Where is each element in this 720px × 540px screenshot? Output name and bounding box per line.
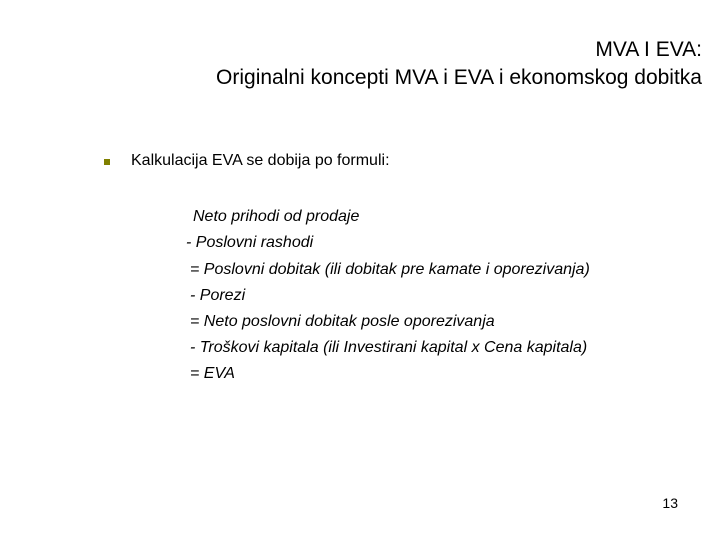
slide-title xyxy=(216,36,702,92)
formula-line-6: - Troškovi kapitala (ili Investirani kapital x Cena kapitala) xyxy=(190,339,588,356)
bullet-text: Kalkulacija EVA se dobija po formuli: xyxy=(131,152,390,169)
title-line-2: Originalni koncepti MVA i EVA i ekonomskog dobitka xyxy=(216,66,702,89)
formula-line-5: = Neto poslovni dobitak posle oporezivanja xyxy=(190,313,495,330)
formula-line-7: = EVA xyxy=(190,365,235,382)
formula-line-2: - Poslovni rashodi xyxy=(186,234,314,251)
title-line-1: MVA I EVA: xyxy=(595,38,702,61)
formula-line-1: Neto prihodi od prodaje xyxy=(193,208,360,225)
square-bullet-icon xyxy=(104,159,110,165)
formula-line-3: = Poslovni dobitak (ili dobitak pre kamate i oporezivanja) xyxy=(190,261,590,278)
page-number: 13 xyxy=(662,495,678,511)
bullet-item xyxy=(104,150,390,172)
formula-line-4: - Porezi xyxy=(190,287,246,304)
